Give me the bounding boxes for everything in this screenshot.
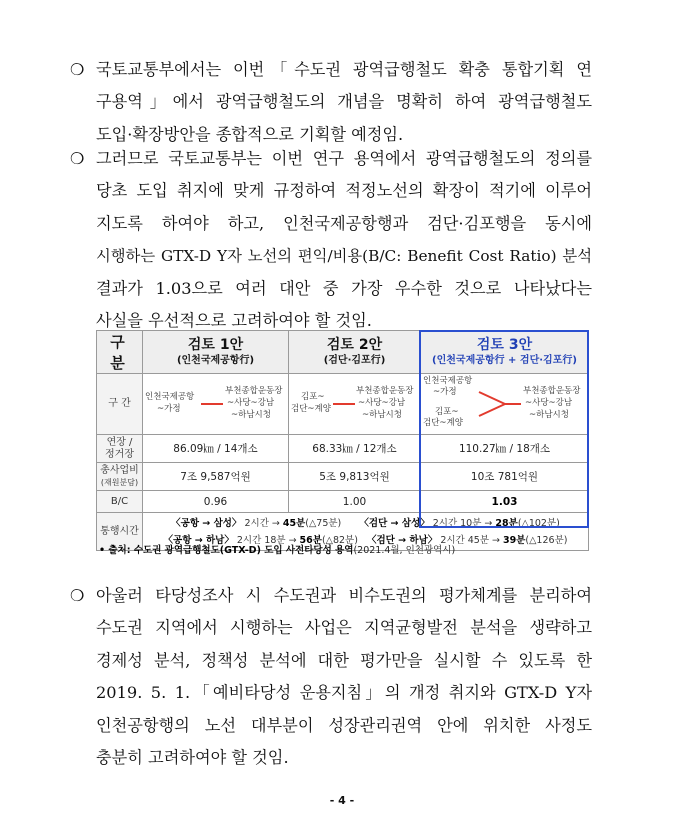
time-after: 28분	[495, 517, 518, 529]
header-label: 구 분	[97, 331, 143, 374]
time-diff: (△82분)	[321, 534, 358, 546]
cost-value: 5조 9,813억원	[289, 463, 421, 491]
circle-bullet-icon: ❍	[70, 149, 85, 168]
time-before: 2시간 →	[244, 517, 283, 529]
paragraph-line: 지도록 하여야 하고, 인천국제공항행과 검단·김포행을 동시에	[96, 213, 592, 233]
paragraph-line: 수도권 지역에서 시행하는 사업은 지역균형발전 분석을 생략하고	[96, 618, 592, 638]
table-header-row	[97, 331, 589, 374]
paragraph-line: 시행하는 GTX-D Y자 노선의 편익/비용(B/C: Benefit Cost Ratio) 분석	[96, 247, 592, 266]
paragraph-2	[70, 143, 592, 337]
paragraph-line: 충분히 고려하여야 할 것임.	[96, 748, 289, 768]
length-label	[97, 435, 143, 463]
time-route: 〈검단 → 삼성〉	[359, 517, 430, 529]
option-subtitle: (인천국제공항行 + 검단·김포行)	[432, 355, 577, 366]
paragraph-line: 경제성 분석, 정책성 분석에 대한 평가만을 실시할 수 있도록 한	[96, 650, 592, 670]
length-value: 110.27㎞ / 18개소	[421, 435, 589, 463]
time-before: 2시간 45분 →	[440, 534, 504, 546]
option-3-header	[421, 331, 589, 374]
bc-value: 0.96	[143, 491, 289, 513]
time-diff: (△75분)	[305, 517, 342, 529]
length-value: 68.33㎞ / 12개소	[289, 435, 421, 463]
time-label: 통행시간	[97, 513, 143, 551]
route-station: 부천종합운동장	[225, 386, 283, 396]
length-value: 86.09㎞ / 14개소	[143, 435, 289, 463]
route-cell-3	[421, 374, 589, 435]
route-label: 구 간	[97, 374, 143, 435]
paragraph-line: 그러므로 국토교통부는 이번 연구 용역에서 광역급행철도의 정의를	[96, 149, 592, 168]
route-station: ~가정	[157, 404, 181, 414]
table-row	[97, 463, 589, 491]
bc-value: 1.00	[289, 491, 421, 513]
route-station: 인천국제공항	[423, 376, 473, 386]
route-cell-1	[143, 374, 289, 435]
paragraph-line: 도입·확장방안을 종합적으로 기획할 예정임.	[96, 124, 404, 144]
route-station: ~하남시청	[362, 410, 402, 420]
time-before: 2시간 10분 →	[432, 517, 496, 529]
paragraph-line: 구용역」에서 광역급행철도의 개념을 명확히 하여 광역급행철도	[96, 92, 592, 112]
route-station: ~사당~강남	[227, 398, 275, 408]
bc-label: B/C	[97, 491, 143, 513]
option-subtitle: (인천국제공항行)	[176, 355, 255, 366]
route-diagram-2	[289, 374, 420, 434]
paragraph-line: 국토교통부에서는 이번「수도권 광역급행철도 확충 통합기획 연	[96, 60, 592, 79]
option-title: 검토 1안	[187, 337, 244, 353]
paragraph-line: 2019. 5. 1.「예비타당성 운용지침」의 개정 취지와 GTX-D Y자	[96, 683, 592, 703]
route-cell-2	[289, 374, 421, 435]
cost-label-line: 총사업비	[100, 464, 139, 476]
route-diagram-3	[421, 374, 588, 434]
route-station: 검단~계양	[423, 418, 463, 428]
route-diagram-1	[143, 374, 288, 434]
route-station: ~사당~강남	[358, 398, 406, 408]
route-station: ~하남시청	[529, 410, 569, 420]
cost-label	[97, 463, 143, 491]
option-subtitle: (검단·김포行)	[323, 355, 386, 366]
route-station: 부천종합운동장	[356, 386, 414, 396]
time-route: 〈공항 → 하남〉	[163, 534, 234, 546]
comparison-table	[96, 330, 589, 551]
cost-value: 7조 9,587억원	[143, 463, 289, 491]
length-label-line: 정거장	[105, 448, 134, 460]
paragraph-line: 인천공항행의 노선 대부분이 성장관리권역 안에 위치한 사정도	[96, 715, 592, 735]
route-station: 부천종합운동장	[523, 386, 581, 396]
time-diff: (△102분)	[517, 517, 560, 529]
source-label: • 출처: 수도권 광역급행철도(GTX-D) 도입 사전타당성 용역	[99, 545, 354, 556]
paragraph-1	[70, 54, 592, 151]
route-station: 인천국제공항	[145, 392, 195, 402]
time-route: 〈공항 → 삼성〉	[171, 517, 242, 529]
length-label-line: 연장 /	[106, 436, 133, 448]
route-station: ~사당~강남	[525, 398, 573, 408]
paragraph-line: 아울러 타당성조사 시 수도권과 비수도권의 평가체계를 분리하여	[96, 586, 592, 605]
route-station: 김포~	[301, 392, 325, 402]
table-row	[97, 491, 589, 513]
time-diff: (△126분)	[525, 534, 568, 546]
travel-time-line	[143, 515, 588, 532]
table-row	[97, 374, 589, 435]
option-1-header	[143, 331, 289, 374]
time-after: 45분	[282, 517, 306, 529]
paragraph-line: 결과가 1.03으로 여러 대안 중 가장 우수한 것으로 나타났다는	[96, 278, 592, 298]
source-detail: (2021.4월, 인천광역시)	[353, 545, 456, 556]
bc-value: 1.03	[421, 491, 589, 513]
cost-value: 10조 781억원	[421, 463, 589, 491]
cost-label-line: (재원분담)	[100, 477, 139, 487]
paragraph-3	[70, 580, 592, 774]
time-before: 2시간 18분 →	[236, 534, 300, 546]
paragraph-line: 사실을 우선적으로 고려하여야 할 것임.	[96, 311, 372, 331]
route-station: 검단~계양	[291, 404, 331, 414]
time-after: 56분	[299, 534, 322, 546]
route-station: ~가정	[433, 387, 457, 397]
option-2-header	[289, 331, 421, 374]
time-after: 39분	[503, 534, 526, 546]
circle-bullet-icon: ❍	[70, 60, 85, 79]
source-note	[99, 542, 455, 556]
time-route: 〈검단 → 하남〉	[367, 534, 438, 546]
option-title: 검토 3안	[476, 337, 533, 353]
option-title: 검토 2안	[326, 337, 383, 353]
route-station: ~하남시청	[231, 410, 271, 420]
route-station: 김포~	[435, 407, 459, 417]
table-row	[97, 435, 589, 463]
circle-bullet-icon: ❍	[70, 586, 85, 605]
paragraph-line: 당초 도입 취지에 맞게 규정하여 적정노선의 확장이 적기에 이루어	[96, 181, 592, 201]
page-number: - 4 -	[329, 794, 355, 807]
